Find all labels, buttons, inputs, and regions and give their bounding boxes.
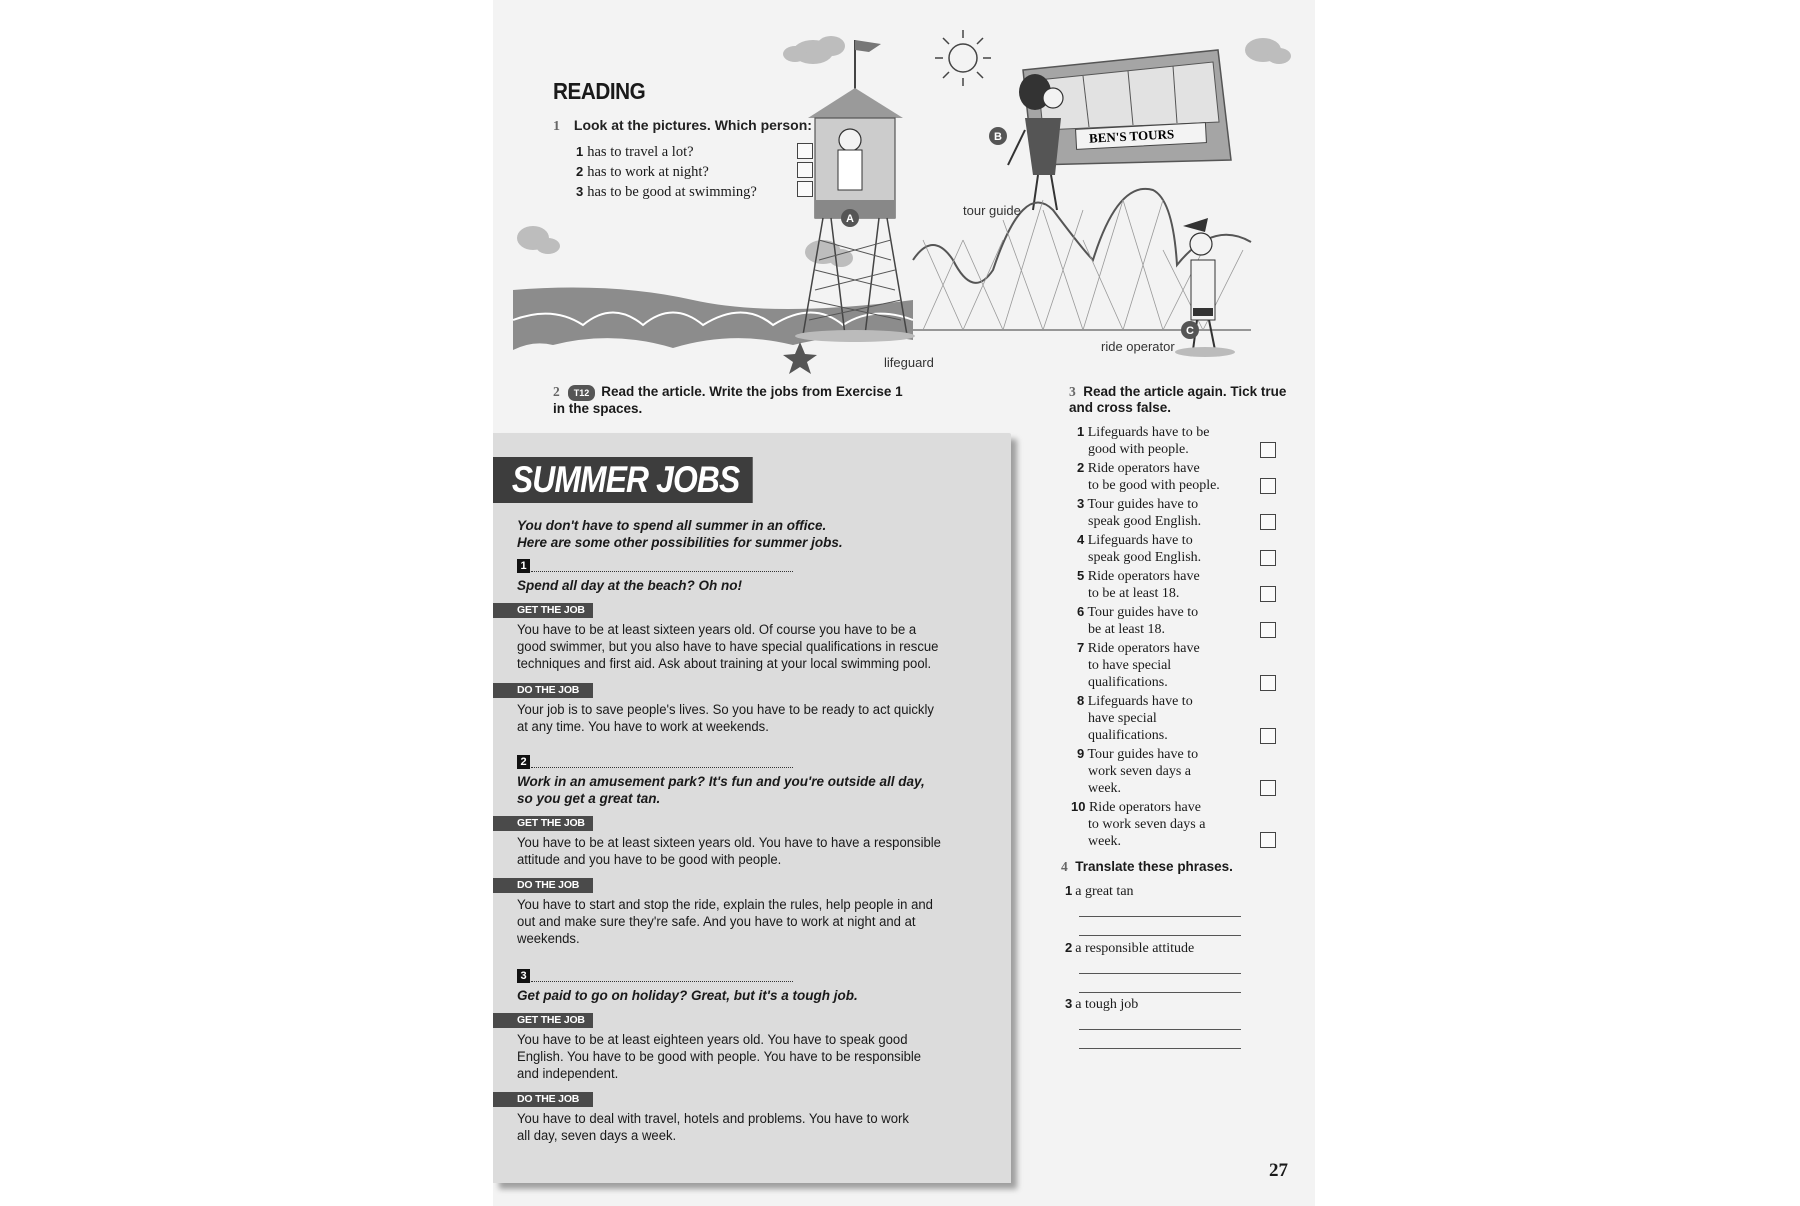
tick-box[interactable] <box>1260 586 1276 602</box>
exercise-1-instruction <box>553 117 812 135</box>
get-the-job-label: GET THE JOB <box>493 603 593 618</box>
list-item: 2 a responsible attitude <box>1065 940 1195 956</box>
caption-tour-guide: tour guide <box>963 203 1021 218</box>
tour-guide-figure <box>1008 74 1063 210</box>
do-the-job-label: DO THE JOB <box>493 1092 593 1107</box>
job-1-blank[interactable]: 1 <box>517 557 793 575</box>
section-title: READING <box>553 78 646 104</box>
list-item: 1 a great tan <box>1065 883 1134 899</box>
job-1-do-text: Your job is to save people's lives. So you have to be ready to act quickly at any time. You have to work at weekends. <box>517 702 934 734</box>
tick-box[interactable] <box>1260 550 1276 566</box>
exercise-4-instruction: 4 Translate these phrases. <box>1061 859 1233 874</box>
answer-line[interactable] <box>1079 916 1241 917</box>
get-the-job-label: GET THE JOB <box>493 1013 593 1028</box>
job-2-do-text: You have to start and stop the ride, explain the rules, help people in and out and make sure they're safe. And you have to work at night and at weekends. <box>517 897 933 946</box>
list-item: 7 Ride operators have to have special qualifications. <box>1077 640 1200 690</box>
job-2-blank[interactable]: 2 <box>517 753 793 771</box>
marker-b <box>989 127 1007 145</box>
lifeguard-tower <box>795 40 915 342</box>
svg-text:A: A <box>846 213 854 225</box>
job-3-blank[interactable]: 3 <box>517 967 793 985</box>
job-2-headline: Work in an amusement park? It's fun and you're outside all day, so you get a great tan. <box>517 774 925 806</box>
list-item: 5 Ride operators have to be at least 18. <box>1077 568 1200 601</box>
job-2-get-text: You have to be at least sixteen years old. You have to have a responsible attitude and you have to be good with people. <box>517 835 941 867</box>
tick-box[interactable] <box>1260 780 1276 796</box>
answer-box[interactable] <box>797 162 813 178</box>
marker-a <box>841 209 859 227</box>
do-the-job-label: DO THE JOB <box>493 683 593 698</box>
exercise-1-list <box>576 142 757 202</box>
job-3-get-text: You have to be at least eighteen years old. You have to speak good English. You have to be good with people. You have to be responsible and independent. <box>517 1032 922 1081</box>
list-item: 3 has to be good at swimming? <box>576 184 757 200</box>
answer-line[interactable] <box>1079 973 1241 974</box>
list-item: 2 Ride operators have to be good with people. <box>1077 460 1220 493</box>
sun-icon <box>935 30 991 86</box>
article-panel <box>493 433 1011 1183</box>
starfish-icon <box>783 342 817 374</box>
job-1-headline: Spend all day at the beach? Oh no! <box>517 578 743 593</box>
exercise-2-instruction: 2 T12 Read the article. Write the jobs from Exercise 1 in the spaces. <box>553 384 903 416</box>
page-number: 27 <box>1269 1160 1288 1181</box>
workbook-page <box>493 0 1315 1206</box>
audio-track-badge: T12 <box>568 385 596 401</box>
exercise-3-instruction: 3 Read the article again. Tick true and cross false. <box>1069 384 1287 415</box>
tick-box[interactable] <box>1260 728 1276 744</box>
article-title: SUMMER JOBS <box>493 457 753 503</box>
svg-text:C: C <box>1186 325 1194 337</box>
answer-line[interactable] <box>1079 1048 1241 1049</box>
list-item: 6 Tour guides have to be at least 18. <box>1077 604 1199 637</box>
answer-line[interactable] <box>1079 935 1241 936</box>
tick-box[interactable] <box>1260 675 1276 691</box>
tick-box[interactable] <box>1260 478 1276 494</box>
tick-box[interactable] <box>1260 832 1276 848</box>
list-item: 4 Lifeguards have to speak good English. <box>1077 532 1202 565</box>
job-3-do-text: You have to deal with travel, hotels and problems. You have to work all day, seven days a week. <box>517 1111 909 1143</box>
do-the-job-label: DO THE JOB <box>493 878 593 893</box>
list-item: 3 a tough job <box>1065 996 1139 1012</box>
list-item: 1 has to travel a lot? <box>576 144 694 160</box>
exercise-1-text: Look at the pictures. Which person: <box>573 117 812 133</box>
list-item: 1 Lifeguards have to be good with people. <box>1077 424 1210 457</box>
tick-box[interactable] <box>1260 622 1276 638</box>
bus-sign: BEN'S TOURS <box>1088 126 1175 146</box>
answer-line[interactable] <box>1079 1029 1241 1030</box>
answer-box[interactable] <box>797 181 813 197</box>
list-item: 3 Tour guides have to speak good English. <box>1077 496 1202 529</box>
get-the-job-label: GET THE JOB <box>493 816 593 831</box>
list-item: 8 Lifeguards have to have special qualifications. <box>1077 693 1193 743</box>
exercise-1-number: 1 <box>553 119 560 134</box>
svg-text:B: B <box>994 131 1002 143</box>
list-item: 9 Tour guides have to work seven days a week. <box>1077 746 1199 796</box>
caption-lifeguard: lifeguard <box>884 355 934 370</box>
marker-c <box>1181 321 1199 339</box>
tick-box[interactable] <box>1260 442 1276 458</box>
answer-box[interactable] <box>797 143 813 159</box>
answer-line[interactable] <box>1079 992 1241 993</box>
list-item: 2 has to work at night? <box>576 164 709 180</box>
job-3-headline: Get paid to go on holiday? Great, but it's a tough job. <box>517 988 858 1003</box>
tick-box[interactable] <box>1260 514 1276 530</box>
caption-ride-operator: ride operator <box>1101 339 1175 354</box>
list-item: 10 Ride operators have to work seven days a week. <box>1071 799 1206 849</box>
article-intro: You don't have to spend all summer in an office. Here are some other possibilities for summer jobs. <box>517 518 843 550</box>
job-1-get-text: You have to be at least sixteen years old. Of course you have to be a good swimmer, but you also have to have special qualifications in rescue techniques and first aid. Ask about training at your local swimming pool. <box>517 622 939 671</box>
